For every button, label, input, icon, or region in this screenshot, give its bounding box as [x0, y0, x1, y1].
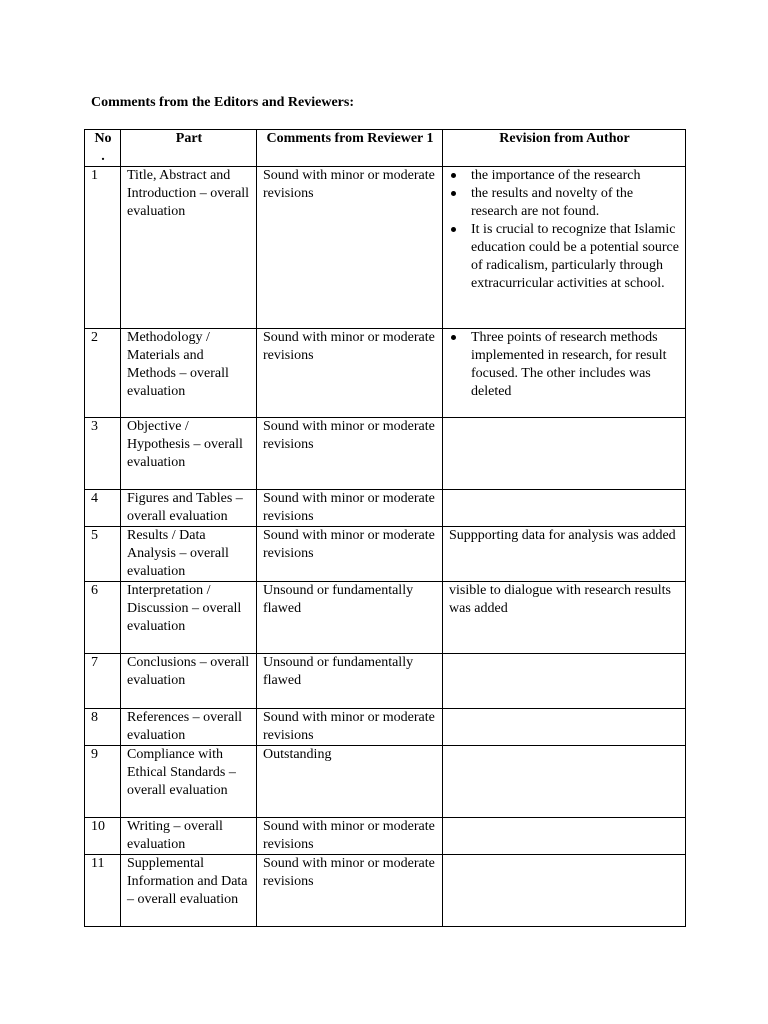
row-author-revision [443, 855, 686, 927]
row-reviewer-comment: Unsound or fundamentally flawed [257, 582, 443, 654]
page-heading: Comments from the Editors and Reviewers: [91, 95, 354, 110]
row-number: 8 [85, 709, 121, 746]
row-reviewer-comment: Outstanding [257, 746, 443, 818]
header-comments: Comments from Reviewer 1 [257, 130, 443, 167]
table-row [85, 855, 686, 927]
table-row [85, 654, 686, 709]
row-author-revision: visible to dialogue with research results was added [443, 582, 686, 654]
row-reviewer-comment: Unsound or fundamentally flawed [257, 654, 443, 709]
row-author-revision [443, 746, 686, 818]
revision-bullet: the results and novelty of the research are not found. [449, 185, 680, 221]
row-reviewer-comment: Sound with minor or moderate revisions [257, 818, 443, 855]
revision-bullet: It is crucial to recognize that Islamic education could be a potential source of radicalism, particularly through extracurricular activities at school. [449, 221, 680, 293]
table-row [85, 746, 686, 818]
row-part: Compliance with Ethical Standards – overall evaluation [121, 746, 257, 818]
row-reviewer-comment: Sound with minor or moderate revisions [257, 418, 443, 490]
row-part: Writing – overall evaluation [121, 818, 257, 855]
revision-bullet: Three points of research methods implemented in research, for result focused. The other includes was deleted [449, 329, 680, 401]
row-reviewer-comment: Sound with minor or moderate revisions [257, 167, 443, 329]
review-table [84, 129, 686, 927]
row-number: 4 [85, 490, 121, 527]
header-part: Part [121, 130, 257, 167]
row-number: 1 [85, 167, 121, 329]
row-part: Methodology / Materials and Methods – overall evaluation [121, 329, 257, 418]
row-part: References – overall evaluation [121, 709, 257, 746]
table-body [85, 167, 686, 927]
header-no: No . [85, 130, 121, 167]
revision-bullet-list [449, 167, 680, 293]
revision-bullet: the importance of the research [449, 167, 680, 185]
row-author-revision [443, 329, 686, 418]
row-author-revision [443, 418, 686, 490]
row-part: Conclusions – overall evaluation [121, 654, 257, 709]
row-number: 3 [85, 418, 121, 490]
row-part: Figures and Tables – overall evaluation [121, 490, 257, 527]
row-number: 10 [85, 818, 121, 855]
table-row [85, 490, 686, 527]
table-row [85, 527, 686, 582]
row-number: 5 [85, 527, 121, 582]
row-author-revision [443, 818, 686, 855]
row-reviewer-comment: Sound with minor or moderate revisions [257, 709, 443, 746]
row-number: 6 [85, 582, 121, 654]
table-row [85, 709, 686, 746]
row-author-revision [443, 490, 686, 527]
row-author-revision [443, 167, 686, 329]
row-part: Objective / Hypothesis – overall evaluation [121, 418, 257, 490]
row-number: 7 [85, 654, 121, 709]
table-row [85, 582, 686, 654]
table-row [85, 329, 686, 418]
row-reviewer-comment: Sound with minor or moderate revisions [257, 490, 443, 527]
row-author-revision [443, 709, 686, 746]
row-part: Results / Data Analysis – overall evaluation [121, 527, 257, 582]
table-row [85, 167, 686, 329]
row-number: 11 [85, 855, 121, 927]
row-author-revision [443, 654, 686, 709]
row-number: 2 [85, 329, 121, 418]
row-reviewer-comment: Sound with minor or moderate revisions [257, 527, 443, 582]
row-reviewer-comment: Sound with minor or moderate revisions [257, 855, 443, 927]
row-author-revision: Suppporting data for analysis was added [443, 527, 686, 582]
row-number: 9 [85, 746, 121, 818]
table-header-row [85, 130, 686, 167]
row-part: Supplemental Information and Data – overall evaluation [121, 855, 257, 927]
row-reviewer-comment: Sound with minor or moderate revisions [257, 329, 443, 418]
header-revision: Revision from Author [443, 130, 686, 167]
table-row [85, 418, 686, 490]
table-row [85, 818, 686, 855]
row-part: Title, Abstract and Introduction – overall evaluation [121, 167, 257, 329]
row-part: Interpretation / Discussion – overall evaluation [121, 582, 257, 654]
revision-bullet-list [449, 329, 680, 401]
